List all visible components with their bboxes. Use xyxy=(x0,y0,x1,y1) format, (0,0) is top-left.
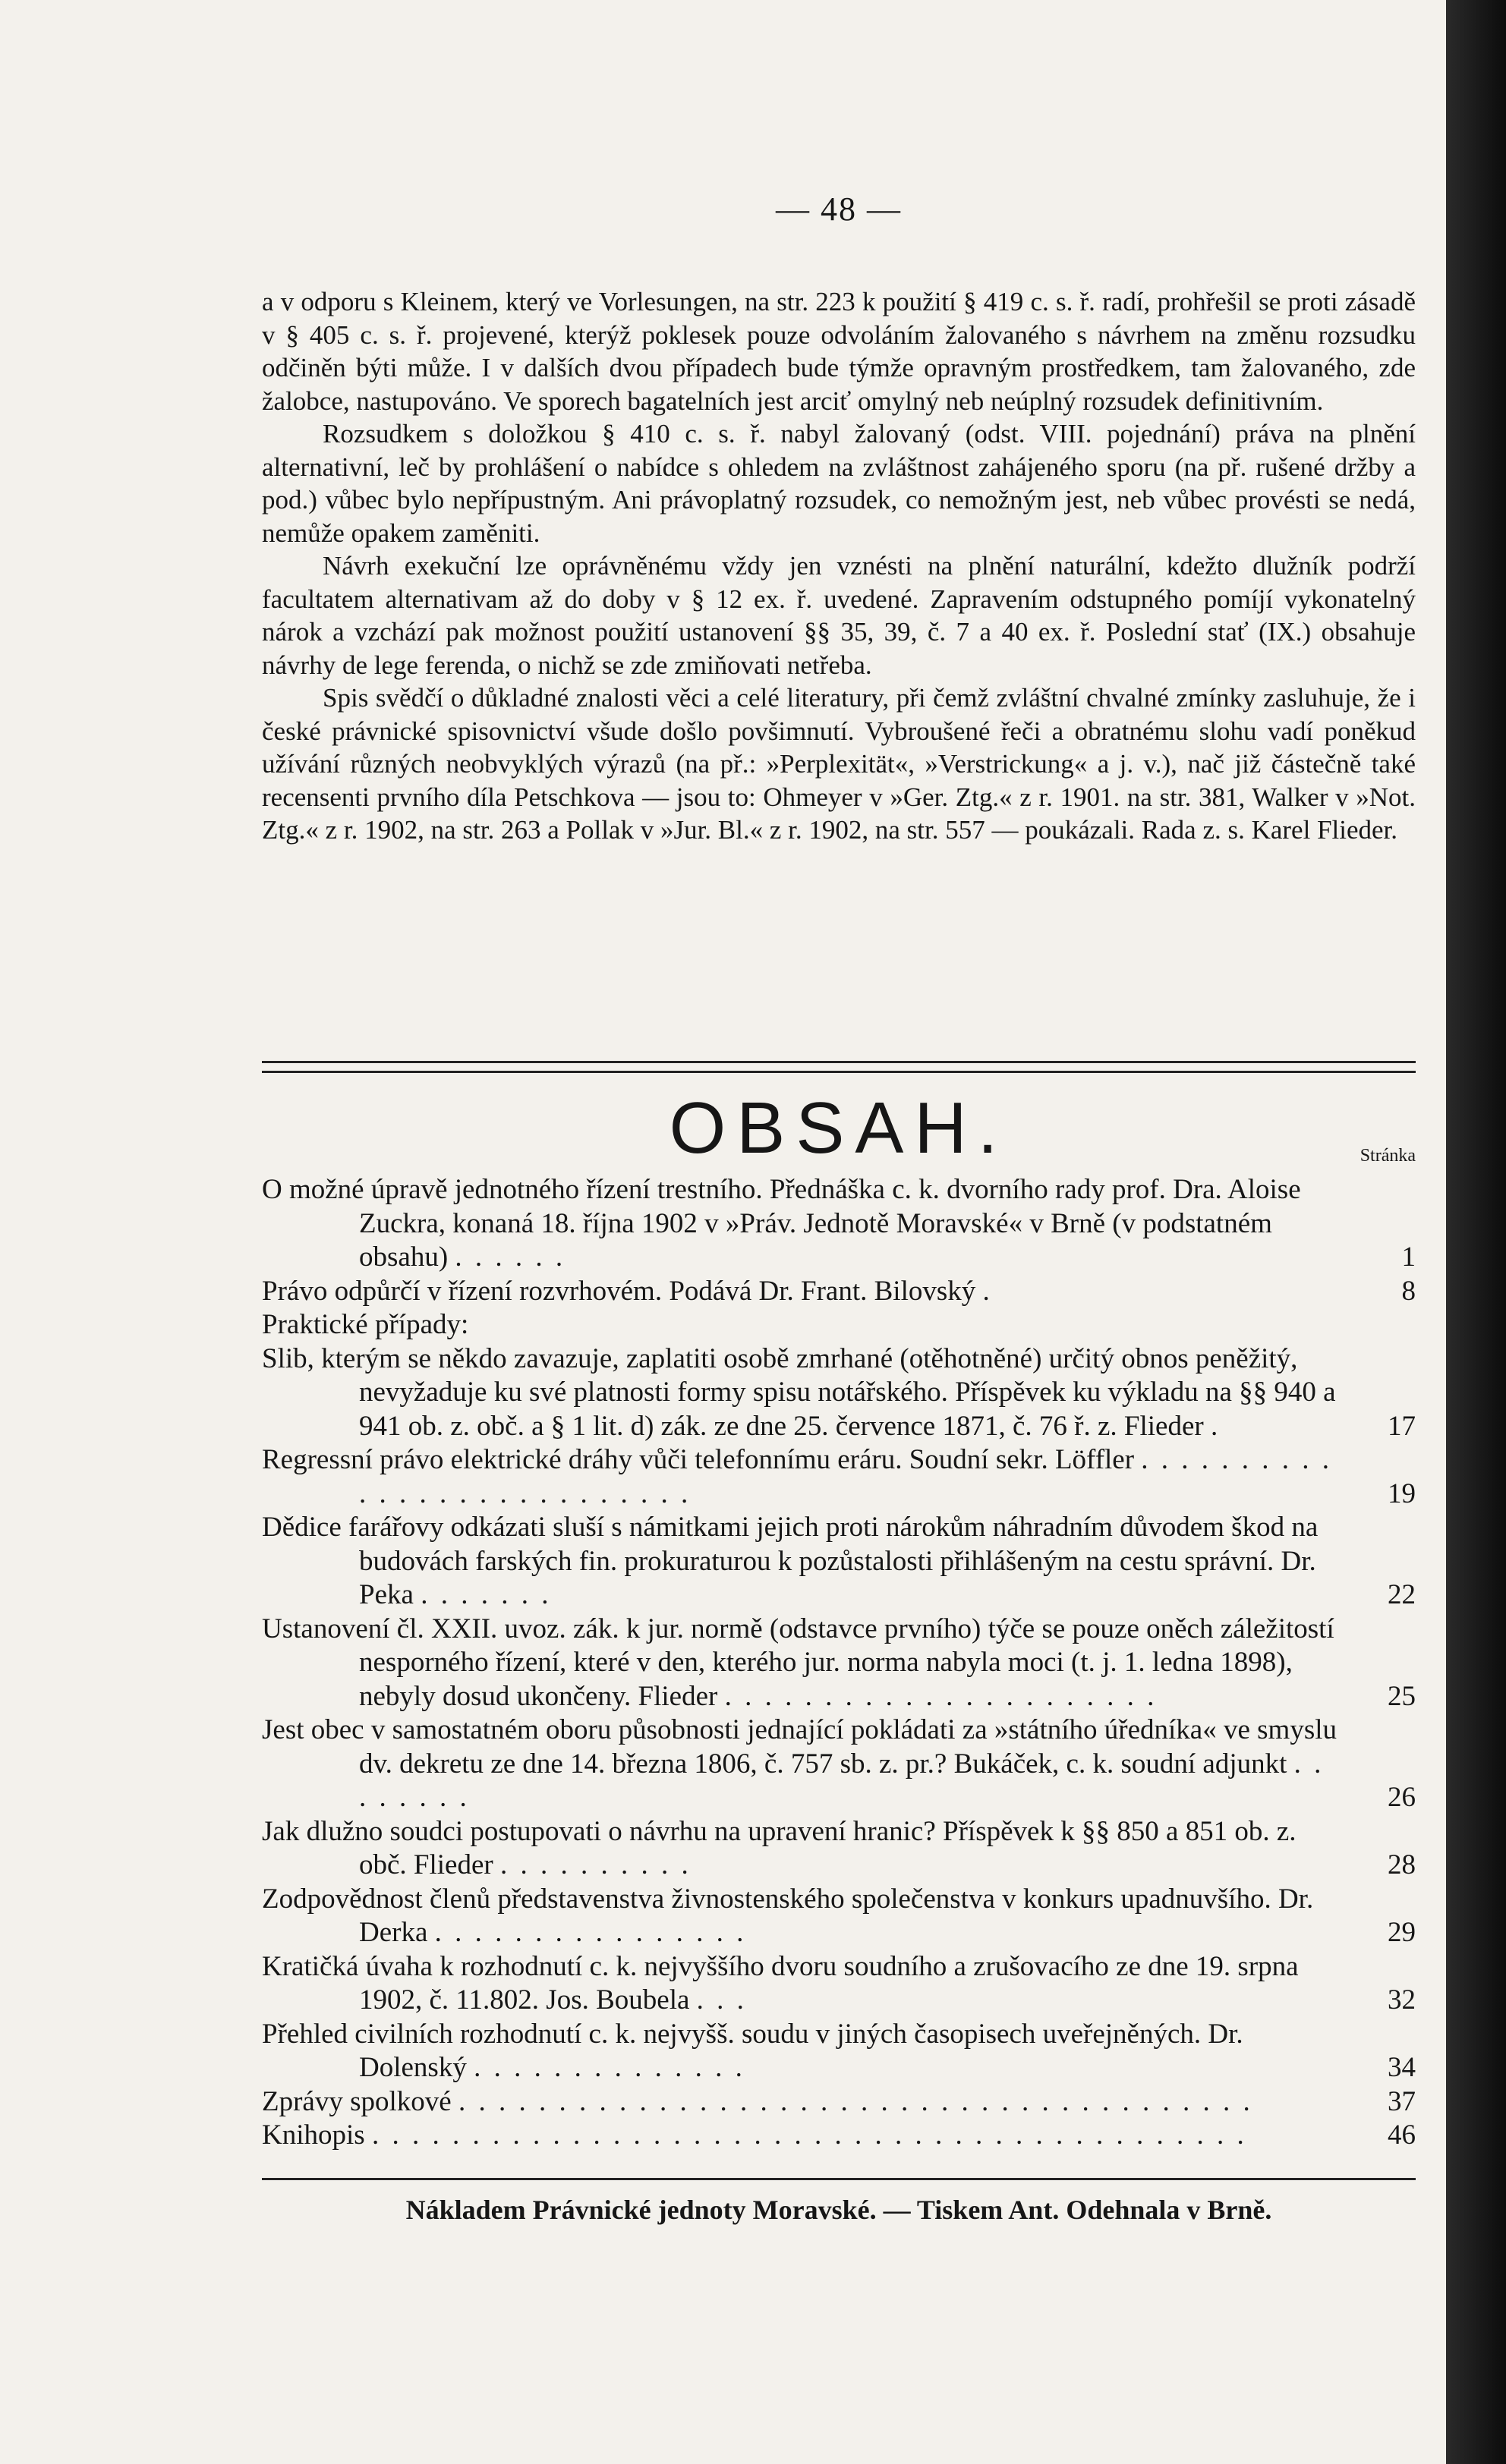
toc-entry-title: Právo odpůrčí v řízení rozvrhovém. Podává Dr. Frant. Bilovský xyxy=(262,1275,976,1307)
toc-entry xyxy=(262,2018,1416,2085)
leader-dots: . . . . . . . . . . xyxy=(499,1849,692,1880)
toc-entry xyxy=(262,1511,1416,1613)
toc-entry xyxy=(262,2119,1416,2153)
toc-entry xyxy=(262,1815,1416,1883)
toc-entry-page: 32 xyxy=(1388,1984,1416,2016)
toc-entry-page: 25 xyxy=(1388,1680,1416,1712)
leader-dots: . . . . . . xyxy=(455,1241,566,1273)
toc-entry-page: 8 xyxy=(1401,1275,1416,1307)
toc-entry-title: Zprávy spolkové xyxy=(262,2085,452,2117)
toc-entry-title: Přehled civilních rozhodnutí c. k. nejvyšš. soudu v jiných časopisech uveřejněných. Dr. Dolenský xyxy=(262,2018,1243,2083)
toc-entry xyxy=(262,1342,1416,1444)
book-spine-edge xyxy=(1446,0,1506,2464)
toc-entry-page: 22 xyxy=(1388,1579,1416,1610)
toc-entry-title: Knihopis xyxy=(262,2119,365,2151)
page-number: — 48 — xyxy=(776,190,902,228)
leader-dots: . . . . . . . . . . . . . . . . . . . . . . . . . . . . . . . . . . . . . . . . . . . . xyxy=(371,2119,1247,2151)
toc-entry-title: Zodpovědnost členů představenstva živnostenského společenstva v konkurs upadnuvšího. Dr. Derka xyxy=(262,1883,1314,1948)
leader-dots: . xyxy=(982,1275,993,1307)
toc-entry xyxy=(262,1308,1416,1342)
leader-dots: . . . . . . . . . . . . . . . . . . . . . . xyxy=(724,1680,1158,1712)
toc-entry-page: 34 xyxy=(1388,2052,1416,2083)
toc-entry xyxy=(262,1275,1416,1309)
toc-entry-page: 29 xyxy=(1388,1917,1416,1948)
review-paragraph: Návrh exekuční lze oprávněnému vždy jen vznésti na plnění naturální, kdežto dlužník podrží facultatem alternativam až do doby v § 12 ex. ř. uvedené. Zapravením odstupného pomíjí vykonatelný nárok a vzchází pak možnost použití ustanovení §§ 35, 39, č. 7 a 40 ex. ř. Poslední stať (IX.) obsahuje návrhy de lege ferenda, o nichž se zde zmiňovati netřeba. xyxy=(262,551,1416,680)
toc-entry xyxy=(262,1883,1416,1950)
leader-dots: . . . . . . . . . . . . . . . . xyxy=(434,1917,747,1948)
toc-entry-title: Kratičká úvaha k rozhodnutí c. k. nejvyššího dvoru soudního a zrušovacího ze dne 19. srpna 1902, č. 11.802. Jos. Boubela xyxy=(262,1950,1299,2016)
section-divider xyxy=(262,1061,1416,1073)
toc-entry-title: Regressní právo elektrické dráhy vůči telefonnímu eráru. Soudní sekr. Löffler xyxy=(262,1444,1135,1475)
page-column-label: Stránka xyxy=(1359,1146,1416,1166)
leader-dots: . . . xyxy=(696,1984,747,2016)
toc-entry xyxy=(262,1613,1416,1714)
publisher-imprint: Nákladem Právnické jednoty Moravské. — Tiskem Ant. Odehnala v Brně. xyxy=(405,2195,1272,2225)
review-paragraph: Rozsudkem s doložkou § 410 c. s. ř. nabyl žalovaný (odst. VIII. pojednání) práva na plnění alternativní, leč by prohlášení o nabídce s ohledem na zvláštnost zahájeného sporu (na př. rušené držby a pod.) vůbec bylo nepřípustným. Ani právoplatný rozsudek, co nemožným jest, neb vůbec provésti se nedá, nemůže opakem zaměniti. xyxy=(262,419,1416,548)
leader-dots: . . . . . . . xyxy=(421,1579,552,1610)
toc-entry xyxy=(262,1443,1416,1511)
toc-entry xyxy=(262,2085,1416,2119)
toc-entry-page: 28 xyxy=(1388,1849,1416,1880)
toc-entry-page: 26 xyxy=(1388,1782,1416,1813)
toc-entry-page: 46 xyxy=(1388,2119,1416,2151)
toc-entry-title: Ustanovení čl. XXII. uvoz. zák. k jur. normě (odstavce prvního) týče se pouze oněch záležitostí nesporného řízení, které v den, kterého jur. norma nabyla moci (t. j. 1. ledna 1898), nebyly dosud ukončeny. Flieder xyxy=(262,1613,1334,1712)
leader-dots: . . . . . . . . xyxy=(359,1748,1325,1813)
toc-entry xyxy=(262,1950,1416,2018)
toc-entry xyxy=(262,1173,1416,1275)
leader-dots: . xyxy=(1210,1410,1221,1442)
toc-entry-title: Praktické případy: xyxy=(262,1309,469,1340)
toc-entry-title: Jest obec v samostatném oboru působnosti jednající pokládati za »státního úředníka« ve smyslu dv. dekretu ze dne 14. března 1806, č. 757 sb. z. pr.? Bukáček, c. k. soudní adjunkt xyxy=(262,1714,1337,1780)
toc-entry-page: 1 xyxy=(1401,1241,1416,1273)
leader-dots: . . . . . . . . . . . . . . . . . . . . . . . . . . . . . . . . . . . . . . . . xyxy=(458,2085,1253,2117)
review-paragraph: Spis svědčí o důkladné znalosti věci a celé literatury, při čemž zvláštní chvalné zmínky zasluhuje, že i české právnické spisovnictví všude došlo povšimnutí. Vybroušené řeči a obratnému slohu vadí poněkud užívání různých neobvyklých výrazů (na př.: »Perplexität«, »Verstrickung« a j. v.), nač již částečně také recensenti prvního díla Petschkova — jsou to: Ohmeyer v »Ger. Ztg.« z r. 1901. na str. 381, Walker v »Not. Ztg.« z r. 1902, na str. 263 a Pollak v »Jur. Bl.« z r. 1902, na str. 557 — poukázali. Rada z. s. Karel Flieder. xyxy=(262,683,1416,845)
contents-heading: OBSAH. xyxy=(669,1087,1009,1169)
toc-entry-title: Slib, kterým se někdo zavazuje, zaplatiti osobě zmrhané (otěhotněné) určitý obnos peněžitý, nevyžaduje ku své platnosti formy spisu notářského. Příspěvek ku výkladu na §§ 940 a 941 ob. z. obč. a § 1 lit. d) zák. ze dne 25. července 1871, č. 76 ř. z. Flieder xyxy=(262,1342,1336,1442)
toc-entry-page: 37 xyxy=(1388,2085,1416,2117)
table-of-contents xyxy=(262,1173,1416,2153)
leader-dots: . . . . . . . . . . . . . . . . . . . . . . . . . . . xyxy=(359,1444,1333,1509)
toc-entry-page: 19 xyxy=(1388,1477,1416,1509)
toc-entry-title: O možné úpravě jednotného řízení trestního. Přednáška c. k. dvorního rady prof. Dra. Aloise Zuckra, konaná 18. října 1902 v »Práv. Jednotě Moravské« v Brně (v podstatném obsahu) xyxy=(262,1174,1301,1273)
leader-dots: . . . . . . . . . . . . . . xyxy=(474,2052,745,2083)
footer-rule xyxy=(262,2178,1416,2180)
toc-entry-title: Dědice farářovy odkázati sluší s námitkami jejich proti nárokům náhradním důvodem škod na budovách farských fin. prokuraturou k pozůstalosti přihlášeným na cestu správní. Dr. Peka xyxy=(262,1512,1319,1610)
toc-entry-title: Jak dlužno soudci postupovati o návrhu na upravení hranic? Příspěvek k §§ 850 a 851 ob. z. obč. Flieder xyxy=(262,1815,1296,1880)
toc-entry-page: 17 xyxy=(1388,1410,1416,1442)
review-text xyxy=(262,285,1416,847)
toc-entry xyxy=(262,1713,1416,1815)
review-paragraph: a v odporu s Kleinem, který ve Vorlesungen, na str. 223 k použití § 419 c. s. ř. radí, prohřešil se proti zásadě v § 405 c. s. ř. projevené, kterýž poklesek pouze odvoláním žalovaného s návrhem na změnu rozsudku odčiněn býti může. I v dalších dvou případech bude týmže opravným prostředkem, tam žalovaného, zde žalobce, nastupováno. Ve sporech bagatelních jest arciť omylný neb neúplný rozsudek definitivním. xyxy=(262,287,1416,416)
